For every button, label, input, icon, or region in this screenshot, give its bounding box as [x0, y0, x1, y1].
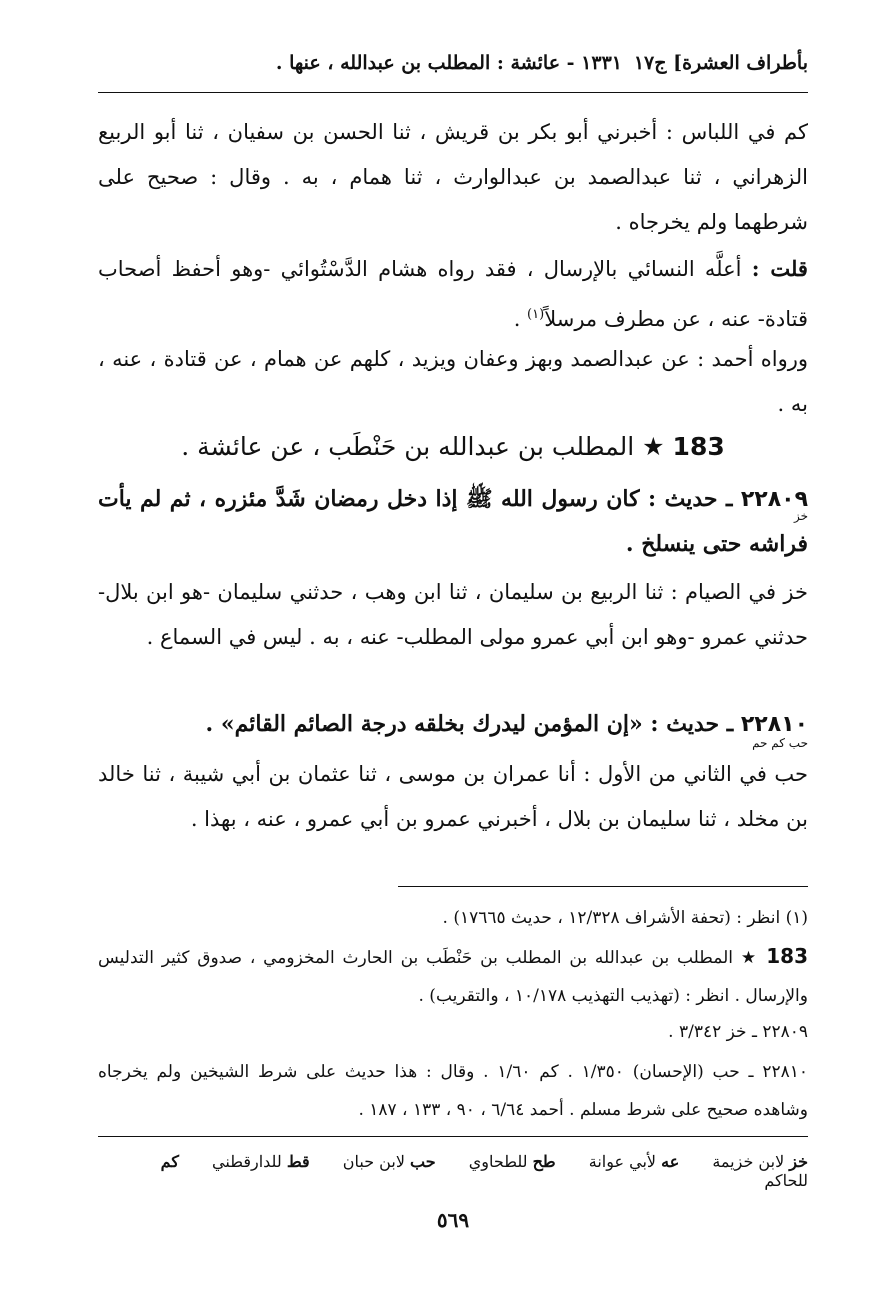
qultu-end: .	[513, 307, 528, 331]
abbr-code: طح	[532, 1152, 556, 1171]
abbr-code: عه	[661, 1152, 680, 1171]
abbr-item	[198, 1152, 310, 1171]
abbr-item	[698, 1152, 808, 1171]
hadith-text: ـ حديث : كان رسول الله ﷺ إذا دخل رمضان شَدَّ مئزره ، ثم لم يأت فراشه حتى ينسلخ .	[98, 486, 808, 557]
source-codes-mini: حب كم حم	[752, 736, 808, 750]
footnote-1: (١) انظر : (تحفة الأشراف ١٢/٣٢٨ ، حديث ١٧٦٦٥) .	[442, 908, 808, 928]
source-code-mini: خز	[793, 509, 808, 523]
qultu-label: قلت :	[751, 256, 808, 281]
paragraph-hibban: حب في الثاني من الأول : أنا عمران بن موسى ، ثنا عثمان بن أبي شيبة ، ثنا خالد بن مخلد ، ثنا سليمان بن بلال ، أخبرني عمرو بن أبي عمرو ، عنه ، بهذا .	[98, 762, 808, 831]
abbr-label: لأبي عوانة	[588, 1152, 657, 1171]
star-icon: ★	[642, 432, 665, 461]
section-title: ١٣٣١ - عائشة : المطلب بن عبدالله ، عنها .	[275, 52, 622, 74]
hadith-number: ٢٢٨١٠	[740, 712, 808, 737]
paragraph-qultu	[98, 246, 808, 342]
abbr-item	[455, 1152, 556, 1171]
footnote-ref: (١)	[527, 307, 545, 322]
star-icon: ★	[740, 948, 759, 968]
book-title: بأطراف العشرة] ج١٧	[633, 52, 808, 74]
footnote-22809: ٢٢٨٠٩ ـ خز ٣/٣٤٢ .	[668, 1022, 808, 1042]
narrator-number: 183	[672, 432, 725, 461]
bottom-rule	[98, 1136, 808, 1137]
abbr-item	[575, 1152, 680, 1171]
narrator-number: 183	[766, 944, 809, 968]
abbr-code: قط	[286, 1152, 310, 1171]
narrator-name: المطلب بن عبدالله بن حَنْطَب ، عن عائشة .	[181, 432, 635, 461]
qultu-text: أعلَّه النسائي بالإرسال ، فقد رواه هشام الدَّسْتُوائي -وهو أحفظ أصحاب قتادة- عنه ، عن مطرف مرسلاً	[98, 257, 808, 331]
abbr-code: حب	[410, 1152, 436, 1171]
hadith-text: ـ حديث : «إن المؤمن ليدرك بخلقه درجة الصائم القائم» .	[205, 711, 734, 737]
hadith-22809	[98, 477, 808, 567]
abbreviation-key	[98, 1152, 808, 1190]
footnote-22810: ٢٢٨١٠ ـ حب (الإحسان) ١/٣٥٠ . كم ١/٦٠ . وقال : هذا حديث على شرط الشيخين ولم يخرجاه وشاهده صحيح على شرط مسلم . أحمد ٦/٦٤ ، ٩٠ ، ١٣٣ ، ١٨٧ .	[98, 1062, 808, 1120]
hadith-number: ٢٢٨٠٩	[740, 487, 808, 512]
abbr-item	[329, 1152, 436, 1171]
abbr-label: للدارقطني	[212, 1152, 282, 1171]
hadith-22810	[98, 702, 808, 747]
paragraph-kam: كم في اللباس : أخبرني أبو بكر بن قريش ، ثنا الحسن بن سفيان ، ثنا أبو الربيع الزهراني ، ثنا عبدالصمد بن عبدالوارث ، ثنا همام ، به . وقال : صحيح على شرطهما ولم يخرجاه .	[98, 120, 808, 234]
footnote-narrator-text: المطلب بن عبدالله بن المطلب بن حَنْطَب بن الحارث المخزومي ، صدوق كثير التدليس والإرسال . انظر : (تهذيب التهذيب ١٠/١٧٨ ، والتقريب) .	[98, 948, 808, 1006]
running-header	[98, 44, 808, 84]
footnote-narrator	[98, 937, 808, 1015]
paragraph-khuz: خز في الصيام : ثنا الربيع بن سليمان ، ثنا ابن وهب ، حدثني سليمان -هو ابن بلال- حدثني عمرو -وهو ابن أبي عمرو مولى المطلب- عنه ، به . ليس في السماع .	[98, 580, 808, 649]
abbr-code: كم	[160, 1152, 179, 1171]
abbr-label: للطحاوي	[468, 1152, 528, 1171]
page-number: ٥٦٩	[436, 1208, 470, 1232]
abbr-label: للحاكم	[764, 1171, 808, 1190]
abbr-code: خز	[789, 1152, 808, 1171]
footnote-rule	[398, 886, 808, 887]
abbr-label: لابن حبان	[342, 1152, 405, 1171]
narrator-heading	[98, 424, 808, 470]
abbr-label: لابن خزيمة	[712, 1152, 785, 1171]
header-rule	[98, 92, 808, 93]
paragraph-ahmad: ورواه أحمد : عن عبدالصمد وبهز وعفان ويزيد ، كلهم عن همام ، عن قتادة ، عنه ، به .	[98, 347, 809, 416]
